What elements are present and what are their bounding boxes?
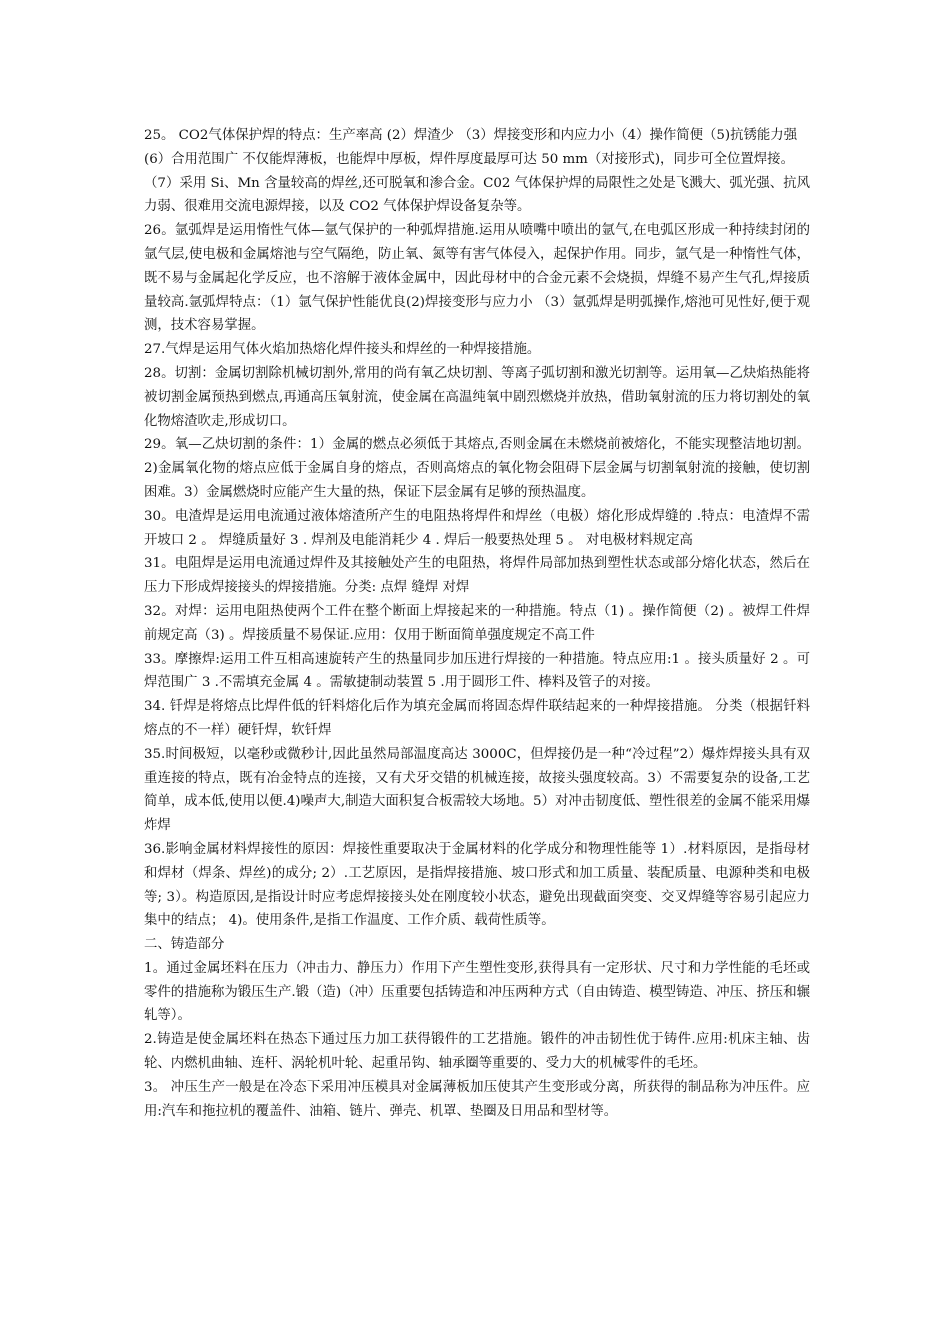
paragraph-27-gas-welding: 27.气焊是运用气体火焰加热熔化焊件接头和焊丝的一种焊接措施。 (144, 342, 541, 358)
paragraph-36-weldability: 36.影响金属材料焊接性的原因：焊接性重要取决于金属材料的化学成分和物理性能等 1）.材料原因，是指母材和焊材（焊条、焊丝)的成分; 2）.工艺原因，是指焊接措施、坡口形式和加工质量、装配质量、电源种类和电极等; 3）。构造原因,是指设计时应考虑焊接接头处在刚度较小状态，避免出现截面突变、交叉焊缝等容易引起应力集中的结点； 4)。使用条件,是指工作温度、工作介质、载荷性质等。 (144, 841, 810, 929)
paragraph-casting-2: 2.铸造是使金属坯料在热态下通过压力加工获得锻件的工艺措施。锻件的冲击韧性优于铸件.应用:机床主轴、齿轮、内燃机曲轴、连杆、涡轮机叶轮、起重吊钩、轴承圈等重要的、受力大的机械零件的毛坯。 (144, 1032, 810, 1072)
paragraph-25-applicability: (6）合用范围广 不仅能焊薄板，也能焊中厚板，焊件厚度最厚可达 50 mm（对接形式)，同步可全位置焊接。 (144, 151, 794, 167)
paragraph-30-electroslag: 30。电渣焊是运用电流通过液体熔渣所产生的电阻热将焊件和焊丝（电极）熔化形成焊缝的 .特点：电渣焊不需开坡口 2 。 焊缝质量好 3 . 焊剂及电能消耗少 4 . 焊后一般要热处理 5 。 对电极材料规定高 (144, 508, 810, 548)
paragraph-casting-3: 3。 冲压生产一般是在冷态下采用冲压模具对金属薄板加压使其产生变形或分离，所获得的制品称为冲压件。应用:汽车和拖拉机的覆盖件、油箱、链片、弹壳、机罩、垫圈及日用品和型材等。 (144, 1079, 810, 1119)
paragraph-35-explosion: 35.时间极短，以毫秒或微秒计,因此虽然局部温度高达 3000C，但焊接仍是一种“冷过程”2）爆炸焊接头具有双重连接的特点，既有冶金特点的连接，又有犬牙交错的机械连接，故接头强度较高。3）不需要复杂的设备,工艺简单，成本低,使用以便.4)噪声大,制造大面积复合板需较大场地。5）对冲击韧度低、塑性很差的金属不能采用爆炸焊 (144, 746, 810, 834)
paragraph-33-friction: 33。摩擦焊:运用工件互相高速旋转产生的热量同步加压进行焊接的一种措施。特点应用:1 。接头质量好 2 。可焊范围广 3 .不需填充金属 4 。需敏捷制动装置 5 .用于圆形工件、棒料及管子的对接。 (144, 651, 810, 691)
section-heading-casting: 二、铸造部分 (144, 937, 225, 953)
paragraph-25-limitations: （7）采用 Si、Mn 含量较高的焊丝,还可脱氧和渗合金。C02 气体保护焊的局限性之处是飞溅大、弧光强、抗风力弱、很难用交流电源焊接，以及 CO2 气体保护焊设备复杂等。 (144, 175, 810, 215)
paragraph-25-co2-welding: 25。 CO2气体保护焊的特点：生产率高 (2）焊渣少 （3）焊接变形和内应力小（4）操作简便（5)抗锈能力强 (144, 128, 798, 143)
paragraph-casting-1: 1。通过金属坯料在压力（冲击力、静压力）作用下产生塑性变形,获得具有一定形状、尺寸和力学性能的毛坯或零件的措施称为锻压生产.锻（造)（冲）压重要包括铸造和冲压两种方式（自由铸造、模型铸造、冲压、挤压和辗轧等）。 (144, 960, 810, 1024)
paragraph-32-butt-welding: 32。对焊：运用电阻热使两个工件在整个断面上焊接起来的一种措施。特点（1) 。操作简便（2) 。被焊工件焊前规定高（3) 。焊接质量不易保证.应用：仅用于断面简单强度规定不高工件 (144, 603, 810, 643)
paragraph-28-cutting: 28。切割：金属切割除机械切割外,常用的尚有氧乙炔切割、等离子弧切割和激光切割等。运用氧—乙炔焰热能将被切割金属预热到燃点,再通高压氧射流，使金属在高温纯氧中剧烈燃烧并放热，借助氧射流的压力将切割处的氧化物熔渣吹走,形成切口。 (144, 365, 810, 429)
paragraph-31-resistance: 31。电阻焊是运用电流通过焊件及其接触处产生的电阻热，将焊件局部加热到塑性状态或部分熔化状态，然后在压力下形成焊接接头的焊接措施。分类: 点焊 缝焊 对焊 (144, 556, 810, 596)
paragraph-29-oxyacetylene-conditions: 29。氧—乙炔切割的条件：1）金属的燃点必须低于其熔点,否则金属在未燃烧前被熔化，不能实现整洁地切割。2)金属氧化物的熔点应低于金属自身的熔点，否则高熔点的氧化物会阻碍下层金属与切割氧射流的接触，使切割困难。3）金属燃烧时应能产生大量的热，保证下层金属有足够的预热温度。 (144, 437, 810, 500)
paragraph-26-argon-arc: 26。氩弧焊是运用惰性气体—氩气保护的一种弧焊措施.运用从喷嘴中喷出的氩气,在电弧区形成一种持续封闭的氩气层,使电极和金属熔池与空气隔绝，防止氧、氮等有害气体侵入，起保护作用。同步，氩气是一种惰性气体，既不易与金属起化学反应，也不溶解于液体金属中，因此母材中的合金元素不会烧损，焊缝不易产生气孔,焊接质量较高.氩弧焊特点：（1）氩气保护性能优良(2)焊接变形与应力小 （3）氩弧焊是明弧操作,熔池可见性好,便于观测，技术容易掌握。 (144, 223, 810, 334)
paragraph-34-brazing: 34. 钎焊是将熔点比焊件低的钎料熔化后作为填充金属而将固态焊件联结起来的一种焊接措施。 分类（根据钎料熔点的不一样）硬钎焊，软钎焊 (144, 699, 810, 738)
document-body (144, 124, 810, 1123)
